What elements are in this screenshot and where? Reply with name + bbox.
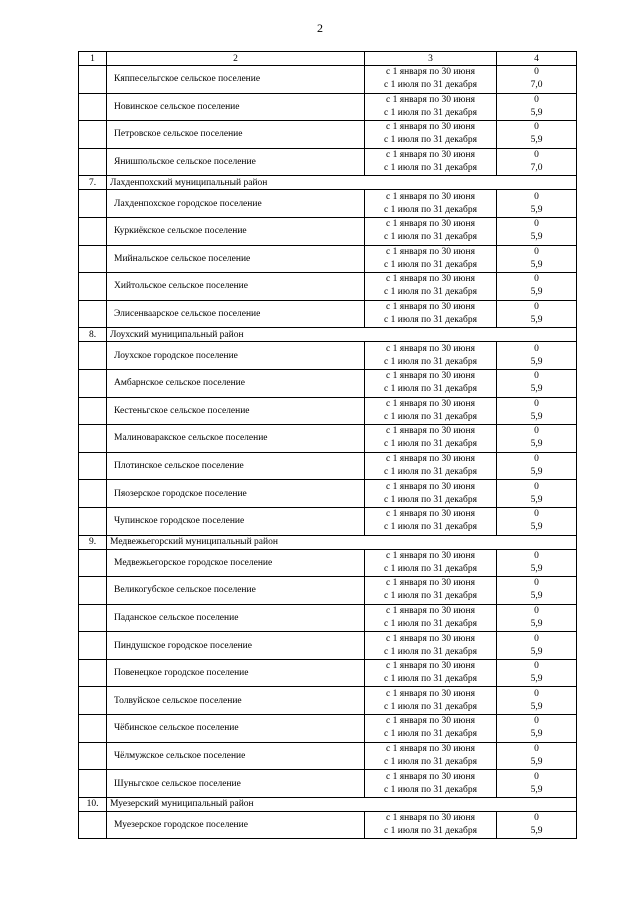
row-number-cell [79,659,107,687]
period-second-half: с 1 июля по 31 декабря [384,494,477,505]
value-cell [497,342,577,370]
row-number-cell [79,770,107,798]
settlement-row [79,549,577,577]
value-cell [497,369,577,397]
value-first-half: 0 [534,219,539,230]
value-first-half: 0 [534,246,539,257]
period-second-half: с 1 июля по 31 декабря [384,80,477,91]
value-second-half: 5,9 [530,646,543,657]
period-cell [365,66,497,94]
settlement-name: Куркиёкское сельское поселение [107,217,365,245]
period-first-half: с 1 января по 30 июня [386,302,475,313]
settlement-row [79,507,577,535]
row-number-cell [79,93,107,121]
value-second-half: 5,9 [530,729,543,740]
row-number-cell [79,66,107,94]
period-second-half: с 1 июля по 31 декабря [384,135,477,146]
settlement-row [79,742,577,770]
period-cell [365,770,497,798]
settlement-name: Элисенваарское сельское поселение [107,300,365,328]
row-number-cell [79,549,107,577]
period-cell [365,369,497,397]
district-number: 9. [79,535,107,549]
row-number-cell [79,577,107,605]
period-second-half: с 1 июля по 31 декабря [384,163,477,174]
value-second-half: 5,9 [530,784,543,795]
value-cell [497,66,577,94]
value-second-half: 5,9 [530,618,543,629]
settlement-row [79,425,577,453]
settlement-name: Малиноваракское сельское поселение [107,425,365,453]
period-first-half: с 1 января по 30 июня [386,605,475,616]
value-cell [497,452,577,480]
value-cell [497,770,577,798]
value-second-half: 7,0 [530,163,543,174]
row-number-cell [79,397,107,425]
settlement-name: Чёлмужское сельское поселение [107,742,365,770]
column-number-2: 2 [107,52,365,66]
value-cell [497,715,577,743]
period-cell [365,300,497,328]
period-cell [365,687,497,715]
value-second-half: 5,9 [530,107,543,118]
period-first-half: с 1 января по 30 июня [386,481,475,492]
settlement-row [79,190,577,218]
value-second-half: 5,9 [530,356,543,367]
settlement-name: Пиндушское городское поселение [107,632,365,660]
settlement-name: Кестеньгское сельское поселение [107,397,365,425]
value-cell [497,577,577,605]
period-second-half: с 1 июля по 31 декабря [384,646,477,657]
value-cell [497,397,577,425]
value-cell [497,93,577,121]
value-first-half: 0 [534,578,539,589]
header-row [79,52,577,66]
period-first-half: с 1 января по 30 июня [386,550,475,561]
value-second-half: 5,9 [530,411,543,422]
period-second-half: с 1 июля по 31 декабря [384,701,477,712]
district-row [79,176,577,190]
period-second-half: с 1 июля по 31 декабря [384,522,477,533]
value-cell [497,300,577,328]
settlement-row [79,397,577,425]
period-first-half: с 1 января по 30 июня [386,122,475,133]
value-first-half: 0 [534,509,539,520]
row-number-cell [79,342,107,370]
period-cell [365,549,497,577]
row-number-cell [79,480,107,508]
period-first-half: с 1 января по 30 июня [386,661,475,672]
settlement-row [79,480,577,508]
settlement-row [79,245,577,273]
value-cell [497,425,577,453]
value-second-half: 5,9 [530,287,543,298]
period-second-half: с 1 июля по 31 декабря [384,591,477,602]
table-body [79,52,577,839]
value-first-half: 0 [534,550,539,561]
value-first-half: 0 [534,633,539,644]
period-cell [365,217,497,245]
value-first-half: 0 [534,605,539,616]
value-cell [497,245,577,273]
row-number-cell [79,245,107,273]
period-cell [365,342,497,370]
settlement-row [79,659,577,687]
period-second-half: с 1 июля по 31 декабря [384,618,477,629]
period-second-half: с 1 июля по 31 декабря [384,356,477,367]
settlement-name: Хийтольское сельское поселение [107,273,365,301]
value-cell [497,480,577,508]
settlement-name: Лоухское городское поселение [107,342,365,370]
row-number-cell [79,369,107,397]
period-cell [365,245,497,273]
value-second-half: 5,9 [530,259,543,270]
value-cell [497,148,577,176]
row-number-cell [79,715,107,743]
period-first-half: с 1 января по 30 июня [386,398,475,409]
period-first-half: с 1 января по 30 июня [386,454,475,465]
settlement-name: Плотинское сельское поселение [107,452,365,480]
period-first-half: с 1 января по 30 июня [386,771,475,782]
period-first-half: с 1 января по 30 июня [386,219,475,230]
value-second-half: 5,9 [530,315,543,326]
period-second-half: с 1 июля по 31 декабря [384,287,477,298]
page-number: 2 [317,21,323,35]
value-second-half: 5,9 [530,384,543,395]
tariff-table [78,51,577,839]
column-number-1: 1 [79,52,107,66]
settlement-row [79,577,577,605]
settlement-row [79,66,577,94]
settlement-name: Пяозерское городское поселение [107,480,365,508]
period-first-half: с 1 января по 30 июня [386,426,475,437]
row-number-cell [79,811,107,839]
settlement-row [79,452,577,480]
value-second-half: 5,9 [530,439,543,450]
value-first-half: 0 [534,67,539,78]
value-cell [497,217,577,245]
period-cell [365,480,497,508]
period-first-half: с 1 января по 30 июня [386,578,475,589]
value-second-half: 5,9 [530,232,543,243]
period-cell [365,121,497,149]
period-cell [365,425,497,453]
value-first-half: 0 [534,94,539,105]
value-first-half: 0 [534,454,539,465]
settlement-row [79,715,577,743]
settlement-row [79,273,577,301]
value-cell [497,273,577,301]
period-first-half: с 1 января по 30 июня [386,343,475,354]
row-number-cell [79,217,107,245]
value-first-half: 0 [534,398,539,409]
row-number-cell [79,190,107,218]
settlement-name: Повенецкое городское поселение [107,659,365,687]
settlement-name: Новинское сельское поселение [107,93,365,121]
value-first-half: 0 [534,688,539,699]
value-first-half: 0 [534,481,539,492]
value-first-half: 0 [534,191,539,202]
district-number: 10. [79,797,107,811]
period-cell [365,659,497,687]
period-second-half: с 1 июля по 31 декабря [384,315,477,326]
settlement-row [79,93,577,121]
period-first-half: с 1 января по 30 июня [386,743,475,754]
period-cell [365,190,497,218]
district-row [79,328,577,342]
period-second-half: с 1 июля по 31 декабря [384,384,477,395]
period-second-half: с 1 июля по 31 декабря [384,439,477,450]
period-cell [365,397,497,425]
value-second-half: 5,9 [530,591,543,602]
column-number-3: 3 [365,52,497,66]
value-first-half: 0 [534,716,539,727]
settlement-row [79,148,577,176]
district-name: Медвежьегорский муниципальный район [107,535,577,549]
period-second-half: с 1 июля по 31 декабря [384,826,477,837]
value-first-half: 0 [534,813,539,824]
period-second-half: с 1 июля по 31 декабря [384,107,477,118]
row-number-cell [79,300,107,328]
period-cell [365,148,497,176]
district-row [79,797,577,811]
period-cell [365,632,497,660]
settlement-name: Кяппесельгское сельское поселение [107,66,365,94]
settlement-row [79,369,577,397]
value-cell [497,604,577,632]
value-first-half: 0 [534,371,539,382]
settlement-row [79,121,577,149]
period-second-half: с 1 июля по 31 декабря [384,467,477,478]
value-cell [497,121,577,149]
settlement-name: Паданское сельское поселение [107,604,365,632]
period-cell [365,93,497,121]
period-second-half: с 1 июля по 31 декабря [384,411,477,422]
value-first-half: 0 [534,771,539,782]
value-second-half: 5,9 [530,674,543,685]
period-first-half: с 1 января по 30 июня [386,716,475,727]
settlement-name: Петровское сельское поселение [107,121,365,149]
settlement-name: Великогубское сельское поселение [107,577,365,605]
value-first-half: 0 [534,274,539,285]
settlement-name: Лахденпохское городское поселение [107,190,365,218]
period-first-half: с 1 января по 30 июня [386,274,475,285]
settlement-row [79,342,577,370]
period-first-half: с 1 января по 30 июня [386,688,475,699]
period-second-half: с 1 июля по 31 декабря [384,784,477,795]
row-number-cell [79,452,107,480]
row-number-cell [79,121,107,149]
value-cell [497,190,577,218]
settlement-name: Медвежьегорское городское поселение [107,549,365,577]
period-cell [365,452,497,480]
row-number-cell [79,687,107,715]
period-second-half: с 1 июля по 31 декабря [384,232,477,243]
district-number: 7. [79,176,107,190]
value-cell [497,659,577,687]
value-second-half: 5,9 [530,494,543,505]
district-name: Муезерский муниципальный район [107,797,577,811]
settlement-name: Толвуйское сельское поселение [107,687,365,715]
row-number-cell [79,148,107,176]
district-name: Лоухский муниципальный район [107,328,577,342]
value-second-half: 5,9 [530,756,543,767]
value-second-half: 5,9 [530,826,543,837]
row-number-cell [79,742,107,770]
period-first-half: с 1 января по 30 июня [386,150,475,161]
value-cell [497,811,577,839]
settlement-row [79,300,577,328]
period-first-half: с 1 января по 30 июня [386,813,475,824]
period-cell [365,742,497,770]
period-second-half: с 1 июля по 31 декабря [384,259,477,270]
settlement-row [79,604,577,632]
column-number-4: 4 [497,52,577,66]
value-first-half: 0 [534,426,539,437]
period-second-half: с 1 июля по 31 декабря [384,756,477,767]
period-first-half: с 1 января по 30 июня [386,246,475,257]
district-row [79,535,577,549]
period-cell [365,604,497,632]
value-cell [497,687,577,715]
period-cell [365,811,497,839]
value-first-half: 0 [534,150,539,161]
period-cell [365,577,497,605]
settlement-name: Мийнальское сельское поселение [107,245,365,273]
period-cell [365,715,497,743]
value-cell [497,507,577,535]
row-number-cell [79,507,107,535]
period-first-half: с 1 января по 30 июня [386,633,475,644]
period-second-half: с 1 июля по 31 декабря [384,204,477,215]
period-first-half: с 1 января по 30 июня [386,94,475,105]
value-second-half: 5,9 [530,563,543,574]
district-number: 8. [79,328,107,342]
settlement-name: Шуньгское сельское поселение [107,770,365,798]
value-first-half: 0 [534,122,539,133]
settlement-name: Чёбинское сельское поселение [107,715,365,743]
period-cell [365,273,497,301]
period-first-half: с 1 января по 30 июня [386,191,475,202]
settlement-row [79,632,577,660]
row-number-cell [79,425,107,453]
value-second-half: 5,9 [530,204,543,215]
value-second-half: 7,0 [530,80,543,91]
period-second-half: с 1 июля по 31 декабря [384,729,477,740]
row-number-cell [79,632,107,660]
value-cell [497,742,577,770]
district-name: Лахденпохский муниципальный район [107,176,577,190]
settlement-name: Янишпольское сельское поселение [107,148,365,176]
value-second-half: 5,9 [530,522,543,533]
row-number-cell [79,604,107,632]
settlement-name: Муезерское городское поселение [107,811,365,839]
settlement-row [79,811,577,839]
settlement-row [79,217,577,245]
value-second-half: 5,9 [530,701,543,712]
value-cell [497,632,577,660]
period-cell [365,507,497,535]
period-second-half: с 1 июля по 31 декабря [384,674,477,685]
value-first-half: 0 [534,343,539,354]
value-first-half: 0 [534,661,539,672]
period-first-half: с 1 января по 30 июня [386,509,475,520]
settlement-row [79,687,577,715]
value-first-half: 0 [534,743,539,754]
period-first-half: с 1 января по 30 июня [386,67,475,78]
value-second-half: 5,9 [530,467,543,478]
settlement-name: Амбарнское сельское поселение [107,369,365,397]
settlement-name: Чупинское городское поселение [107,507,365,535]
value-cell [497,549,577,577]
period-second-half: с 1 июля по 31 декабря [384,563,477,574]
row-number-cell [79,273,107,301]
period-first-half: с 1 января по 30 июня [386,371,475,382]
settlement-row [79,770,577,798]
value-second-half: 5,9 [530,135,543,146]
value-first-half: 0 [534,302,539,313]
